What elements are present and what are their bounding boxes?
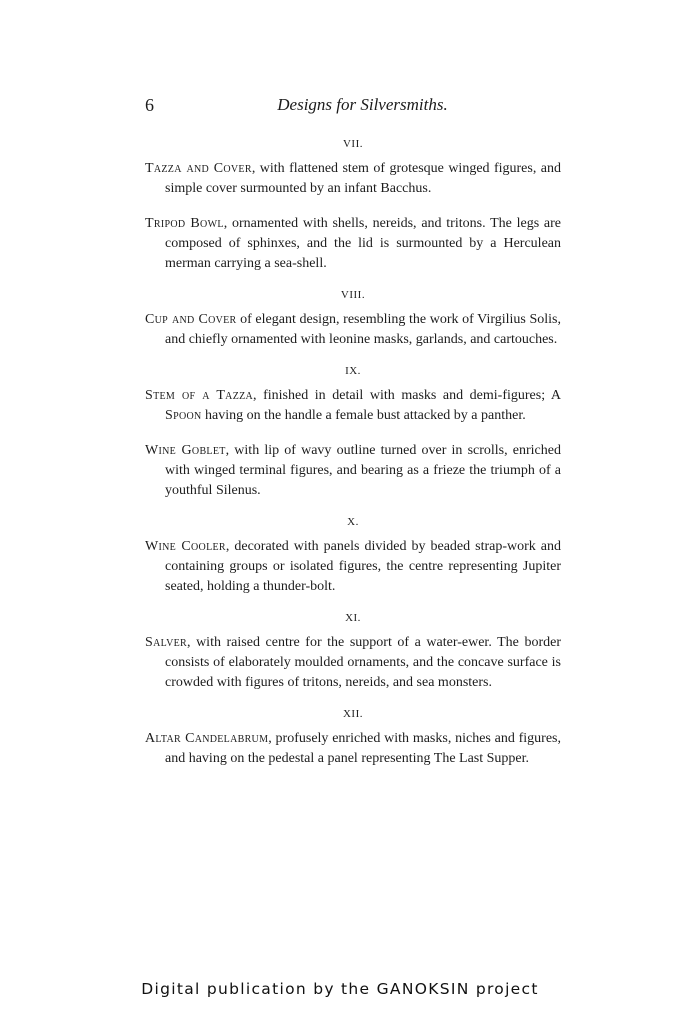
entry-text: , with raised centre for the support of a water-ewer. The border consists of elaborately moulded ornaments, and the concave surface is crowded with figures of tritons, nereids, and sea monsters. <box>165 635 561 690</box>
entry-title: Tazza and Cover <box>145 161 252 176</box>
entry-text: having on the handle a female bust attacked by a panther. <box>201 408 526 423</box>
catalogue-entry <box>145 633 561 693</box>
catalogue-entry <box>145 310 561 350</box>
entry-text: , ornamented with shells, nereids, and tritons. The legs are composed of sphinxes, and the lid is surmounted by a Herculean merman carrying a sea-shell. <box>165 216 562 271</box>
entry-text: , with lip of wavy outline turned over in scrolls, enriched with winged terminal figures, and bearing as a frieze the triumph of a youthful Silenus. <box>165 443 561 498</box>
catalogue-entry <box>145 159 561 199</box>
entry-text: , with flattened stem of grotesque winged figures, and simple cover surmounted by an infant Bacchus. <box>165 161 561 196</box>
page-number: 6 <box>145 95 154 115</box>
section-numeral: VIII. <box>340 289 366 301</box>
section-numeral: XII. <box>342 708 364 720</box>
catalogue-entry <box>145 729 561 769</box>
catalogue-entry <box>145 537 561 597</box>
section-numeral: X. <box>347 516 359 528</box>
entry-title: Wine Cooler <box>145 539 226 554</box>
catalogue-content <box>145 138 561 784</box>
publisher-footer: Digital publication by the GANOKSIN project <box>141 980 539 998</box>
entry-text: of elegant design, resembling the work of Virgilius Solis, and chiefly ornamented with leonine masks, garlands, and cartouches. <box>165 312 562 347</box>
section-numeral: XI. <box>345 612 361 624</box>
entry-title: Tripod Bowl <box>145 216 224 231</box>
section-numeral: VII. <box>342 138 364 150</box>
entry-text: , finished in detail with masks and demi-figures; A <box>253 388 561 403</box>
entry-title: Spoon <box>165 408 202 423</box>
running-title: Designs for Silversmiths. <box>277 95 448 114</box>
entry-title: Cup and Cover <box>145 312 237 327</box>
catalogue-entry <box>145 441 561 501</box>
entry-title: Wine Goblet <box>145 443 226 458</box>
catalogue-entry <box>145 386 561 426</box>
entry-title: Stem of a Tazza <box>145 388 254 403</box>
entry-text: , profusely enriched with masks, niches and figures, and having on the pedestal a panel representing The Last Supper. <box>165 731 561 766</box>
entry-text: , decorated with panels divided by beaded strap-work and containing groups or isolated figures, the centre representing Jupiter seated, holding a thunder-bolt. <box>165 539 562 594</box>
page-header <box>145 95 560 119</box>
entry-title: Salver <box>145 635 187 650</box>
catalogue-entry <box>145 214 561 274</box>
entry-title: Altar Candelabrum <box>145 731 269 746</box>
section-numeral: IX. <box>345 365 361 377</box>
